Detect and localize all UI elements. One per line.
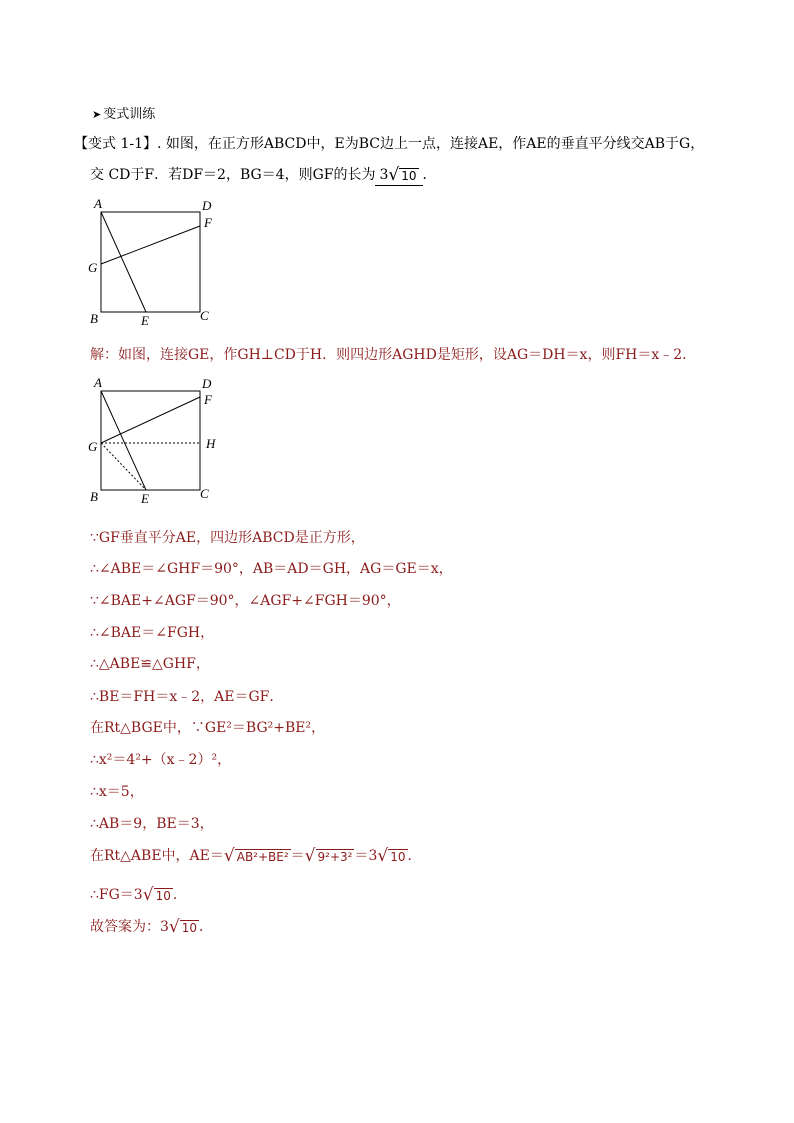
label-b: B bbox=[90, 311, 98, 326]
answer-radical: √ 10 bbox=[388, 165, 417, 185]
answer-coef: 3 bbox=[379, 167, 389, 183]
step-12-prefix: ∴FG＝3 bbox=[90, 887, 143, 903]
problem-line-2-text: 交 CD于F．若DF＝2，BG＝4，则GF的长为 bbox=[90, 167, 376, 183]
square-abcd bbox=[101, 212, 200, 312]
answer-blank bbox=[375, 165, 422, 186]
label-d: D bbox=[202, 198, 212, 213]
figure-2 bbox=[84, 374, 224, 508]
label-f: F bbox=[204, 392, 212, 407]
solution-step-3: ∵∠BAE+∠AGF＝90°，∠AGF+∠FGH＝90°， bbox=[90, 593, 401, 609]
radicand-ab-be: AB²+BE² bbox=[236, 850, 289, 864]
label-c: C bbox=[200, 486, 209, 501]
step-11-end: ． bbox=[407, 848, 422, 864]
problem-line-1: 【变式 1-1】. 如图，在正方形ABCD中，E为BC边上一点，连接AE，作AE的垂直平分线交AB于G， bbox=[74, 136, 705, 152]
label-b: B bbox=[90, 489, 98, 504]
solution-step-1: ∵GF垂直平分AE，四边形ABCD是正方形， bbox=[90, 530, 365, 546]
segment-ge bbox=[101, 443, 146, 490]
label-g: G bbox=[88, 260, 98, 275]
label-a: A bbox=[94, 375, 102, 390]
solution-intro: 解：如图，连接GE，作GH⊥CD于H．则四边形AGHD是矩形，设AG＝DH＝x，则FH＝x﹣2． bbox=[90, 347, 697, 363]
step-11-eq2: ＝3 bbox=[354, 848, 378, 864]
solution-step-10: ∴AB＝9，BE＝3， bbox=[90, 816, 214, 832]
label-a: A bbox=[94, 196, 102, 211]
label-g: G bbox=[88, 439, 98, 454]
radicand-10: 10 bbox=[181, 921, 198, 935]
solution-step-8: ∴x²＝4²+（x﹣2）²， bbox=[90, 752, 232, 768]
label-e: E bbox=[141, 313, 149, 328]
segment-gf bbox=[101, 397, 200, 443]
answer-radicand: 10 bbox=[401, 169, 417, 183]
figure-1 bbox=[84, 195, 224, 330]
solution-step-11 bbox=[90, 845, 422, 866]
solution-step-6: ∴BE＝FH＝x﹣2，AE＝GF． bbox=[90, 689, 284, 705]
label-h: H bbox=[206, 436, 216, 451]
label-d: D bbox=[202, 376, 212, 391]
radical-9-3: √ 9²+3² bbox=[304, 846, 353, 866]
final-answer-end: ． bbox=[199, 919, 214, 935]
problem-line-2 bbox=[90, 164, 437, 186]
arrow-icon: ➤ bbox=[92, 108, 102, 121]
solution-step-4: ∴∠BAE＝∠FGH， bbox=[90, 625, 215, 641]
solution-step-12 bbox=[90, 884, 187, 905]
section-header bbox=[92, 103, 155, 122]
problem-line-2-end: ． bbox=[422, 167, 437, 183]
radicand-10: 10 bbox=[155, 889, 171, 903]
step-11-prefix: 在Rt△ABE中，AE＝ bbox=[90, 848, 224, 864]
radicand-9-3: 9²+3² bbox=[317, 850, 353, 864]
square-abcd bbox=[101, 391, 200, 490]
solution-step-9: ∴x＝5， bbox=[90, 784, 144, 800]
step-11-eq: ＝ bbox=[290, 848, 305, 864]
solution-step-5: ∴△ABE≌△GHF， bbox=[90, 656, 210, 672]
radicand-10: 10 bbox=[390, 850, 406, 864]
radical-10: √ 10 bbox=[168, 917, 198, 937]
radical-ab-be: √ AB²+BE² bbox=[223, 846, 289, 866]
solution-step-2: ∴∠ABE＝∠GHF＝90°，AB＝AD＝GH，AG＝GE＝x， bbox=[90, 561, 453, 577]
segment-ae bbox=[101, 391, 146, 490]
label-e: E bbox=[141, 491, 149, 506]
label-c: C bbox=[200, 308, 209, 323]
section-title: 变式训练 bbox=[103, 107, 156, 122]
solution-step-7: 在Rt△BGE中，∵GE²＝BG²+BE²， bbox=[90, 720, 326, 736]
radical-10: √ 10 bbox=[142, 885, 171, 905]
label-f: F bbox=[204, 215, 212, 230]
step-12-end: ． bbox=[172, 887, 187, 903]
final-answer-prefix: 故答案为：3 bbox=[90, 919, 169, 935]
solution-final-answer bbox=[90, 916, 213, 937]
segment-ae bbox=[101, 212, 146, 312]
radical-10: √ 10 bbox=[377, 846, 406, 866]
